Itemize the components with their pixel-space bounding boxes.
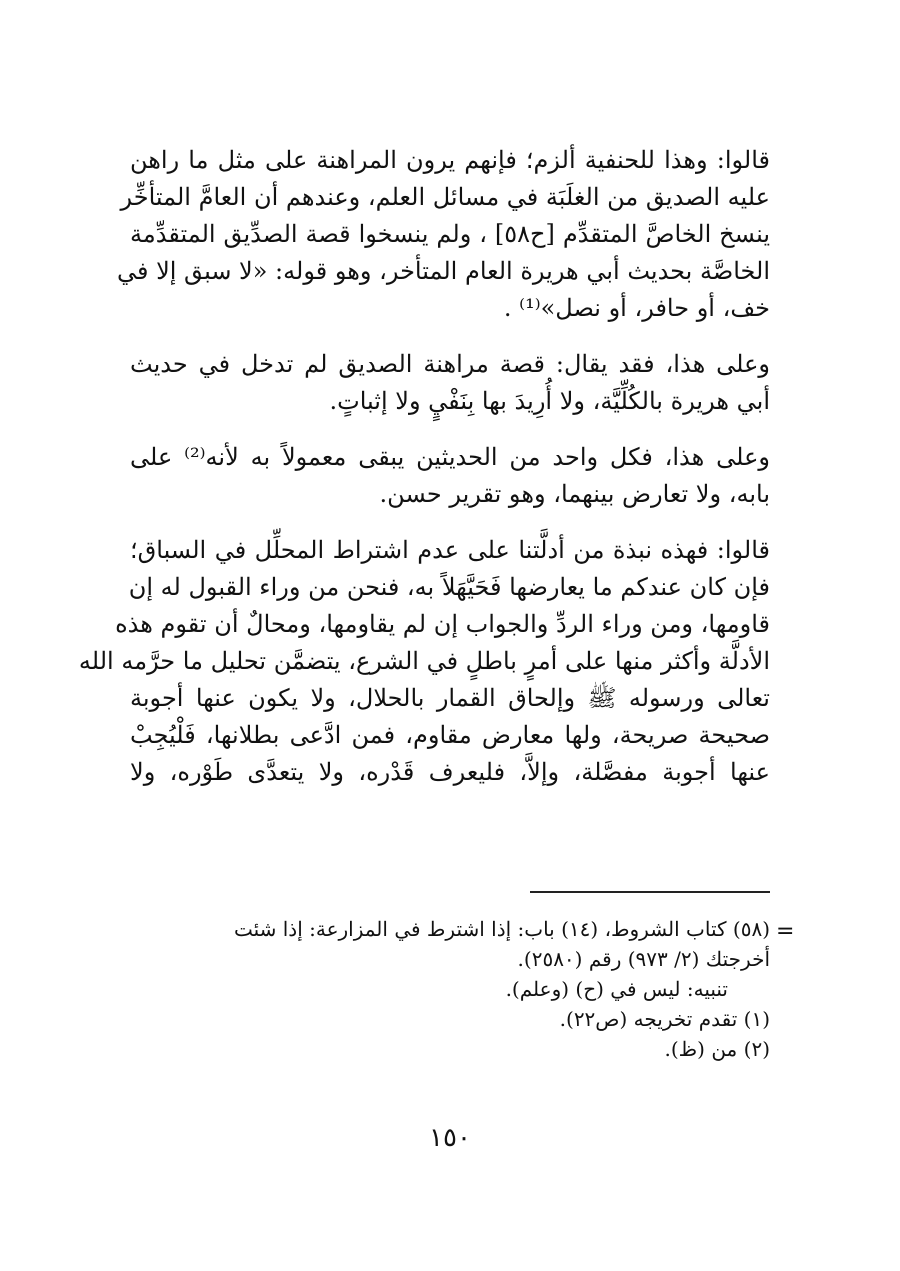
text-line: ينسخ الخاصَّ المتقدِّم [ح٥٨] ، ولم ينسخوا قصة الصدِّيق المتقدِّمة [130,220,770,248]
text-line: وعلى هذا، فقد يقال: قصة مراهنة الصديق لم تدخل في حديث [130,350,770,378]
text-line: الخاصَّة بحديث أبي هريرة العام المتأخر، وهو قوله: «لا سبق إلا في [116,257,770,285]
text-line: عنها أجوبة مفصَّلة، وإلاَّ، فليعرف قَدْره، ولا يتعدَّى طَوْره، ولا [130,758,770,786]
text-line: أبي هريرة بالكُلِّيَّة، ولا أُرِيدَ بها بِنَفْيٍ ولا إثباتٍ. [329,387,770,415]
text-line: صحيحة صريحة، ولها معارض مقاوم، فمن ادَّعى بطلانها، فَلْيُجِبْ [130,721,770,749]
main-text [78,142,770,810]
footnote-line: (٢) من (ظ). [664,1037,770,1061]
footnote-line: (٥٨) كتاب الشروط، (١٤) باب: إذا اشترط في المزارعة: إذا شئت [233,917,770,941]
footnote-line: أخرجتك (٢/ ٩٧٣) رقم (٢٥٨٠). [517,947,770,971]
footnote-continuation-mark: = [776,919,795,944]
text-line: بابه، ولا تعارض بينهما، وهو تقرير حسن. [379,480,770,508]
paragraph-1 [116,142,770,327]
text-line: قاومها، ومن وراء الردِّ والجواب إن لم يقاومها، ومحالٌ أن تقوم هذه [115,610,770,638]
page-number: ١٥٠ [429,1123,471,1153]
text-line: قالوا: فهذه نبذة من أدلَّتنا على عدم اشتراط المحلِّل في السباق؛ [130,536,770,564]
footnotes [130,914,770,1064]
text-line: عليه الصديق من الغلَبَة في مسائل العلم، وعندهم أن العامَّ المتأخِّر [120,183,770,211]
text-line: خف، أو حافر، أو نصل»⁽¹⁾ . [503,294,770,322]
paragraph-4 [78,532,770,791]
paragraph-3 [130,439,770,513]
text-line: قالوا: وهذا للحنفية ألزم؛ فإنهم يرون المراهنة على مثل ما راهن [130,146,770,174]
footnote-line: تنبيه: ليس في (ح) (وعلم). [505,977,728,1001]
footnote-separator [530,891,770,893]
text-line: فإن كان عندكم ما يعارضها فَحَيَّهَلاً به، فنحن من وراء القبول له إن [128,573,770,601]
text-line: تعالى ورسوله ﷺ وإلحاق القمار بالحلال، ولا يكون عنها أجوبة [130,684,770,712]
text-line: وعلى هذا، فكل واحد من الحديثين يبقى معمولاً به لأنه⁽²⁾ على [130,443,770,471]
text-line: الأدلَّة وأكثر منها على أمرٍ باطلٍ في الشرع، يتضمَّن تحليل ما حرَّمه الله [78,647,770,675]
footnote-line: (١) تقدم تخريجه (ص٢٢). [559,1007,770,1031]
paragraph-2 [130,346,770,420]
